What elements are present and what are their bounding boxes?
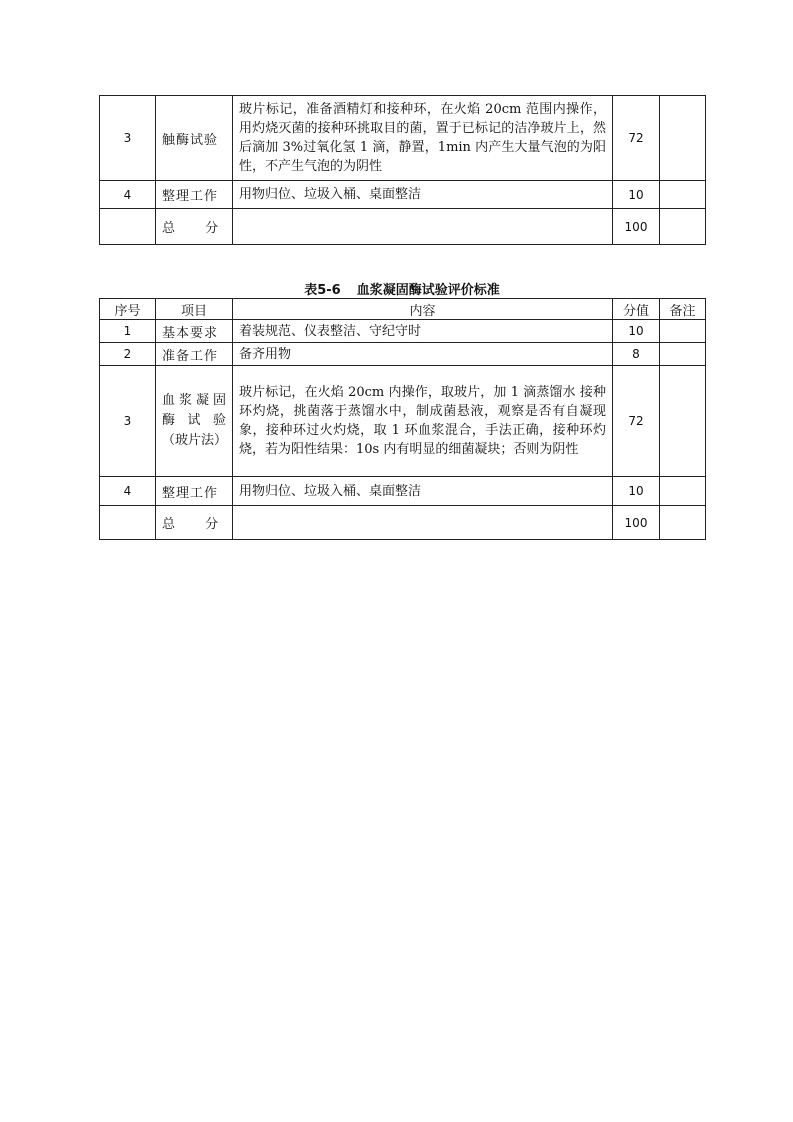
total-score: 100 [613,209,660,245]
row-content: 用物归位、垃圾入桶、桌面整洁 [233,477,613,506]
row-content: 玻片标记，准备酒精灯和接种环，在火焰 20cm 范围内操作，用灼烧灭菌的接种环挑取目的菌，置于已标记的洁净玻片上，然后滴加 3%过氧化氢 1 滴，静置，1min 内产生大量气泡的为阳性，不产生气泡的为阴性 [233,96,613,181]
total-content-cell [233,209,613,245]
row-note [660,477,706,506]
total-number-cell [100,506,156,540]
row-number: 1 [100,320,156,343]
table-caption-number: 表5-6 [304,283,341,298]
row-note [660,181,706,209]
row-content: 玻片标记，在火焰 20cm 内操作，取玻片，加 1 滴蒸馏水 接种环灼烧，挑菌落于蒸馏水中，制成菌悬液，观察是否有自凝现象，接种环过火灼烧，取 1 环血浆混合，手法正确，接种环灼烧，若为阳性结果：10s 内有明显的细菌凝块；否则为阴性 [233,366,613,477]
row-note [660,96,706,181]
total-note-cell [660,209,706,245]
row-number: 3 [100,366,156,477]
header-no: 序号 [100,299,156,320]
row-score: 72 [613,366,660,477]
row-score: 10 [613,477,660,506]
table-row [100,366,706,477]
evaluation-table-coagulase [99,298,706,540]
header-note: 备注 [660,299,706,320]
total-number-cell [100,209,156,245]
table-row [100,477,706,506]
total-content-cell [233,506,613,540]
row-content: 备齐用物 [233,343,613,366]
row-item: 准备工作 [156,343,233,366]
row-number: 4 [100,181,156,209]
row-score: 10 [613,320,660,343]
table-caption [99,279,705,298]
row-item: 基本要求 [156,320,233,343]
row-number: 2 [100,343,156,366]
row-item: 触酶试验 [156,96,233,181]
row-note [660,320,706,343]
row-number: 3 [100,96,156,181]
row-content: 用物归位、垃圾入桶、桌面整洁 [233,181,613,209]
total-label: 总 分 [156,209,233,245]
table-row [100,96,706,181]
row-score: 8 [613,343,660,366]
total-row [100,506,706,540]
table-row [100,343,706,366]
table-row [100,320,706,343]
table-row [100,181,706,209]
row-note [660,343,706,366]
table-caption-title: 血浆凝固酶试验评价标准 [356,283,500,298]
row-content: 着装规范、仪表整洁、守纪守时 [233,320,613,343]
row-score: 72 [613,96,660,181]
total-note-cell [660,506,706,540]
row-score: 10 [613,181,660,209]
header-content: 内容 [233,299,613,320]
total-label: 总 分 [156,506,233,540]
header-score: 分值 [613,299,660,320]
row-item: 血浆凝固酶试验（玻片法） [156,366,233,477]
header-row [100,299,706,320]
row-note [660,366,706,477]
total-score: 100 [613,506,660,540]
row-item: 整理工作 [156,477,233,506]
evaluation-table-catalase [99,95,706,245]
total-row [100,209,706,245]
row-item: 整理工作 [156,181,233,209]
header-item: 项目 [156,299,233,320]
row-number: 4 [100,477,156,506]
